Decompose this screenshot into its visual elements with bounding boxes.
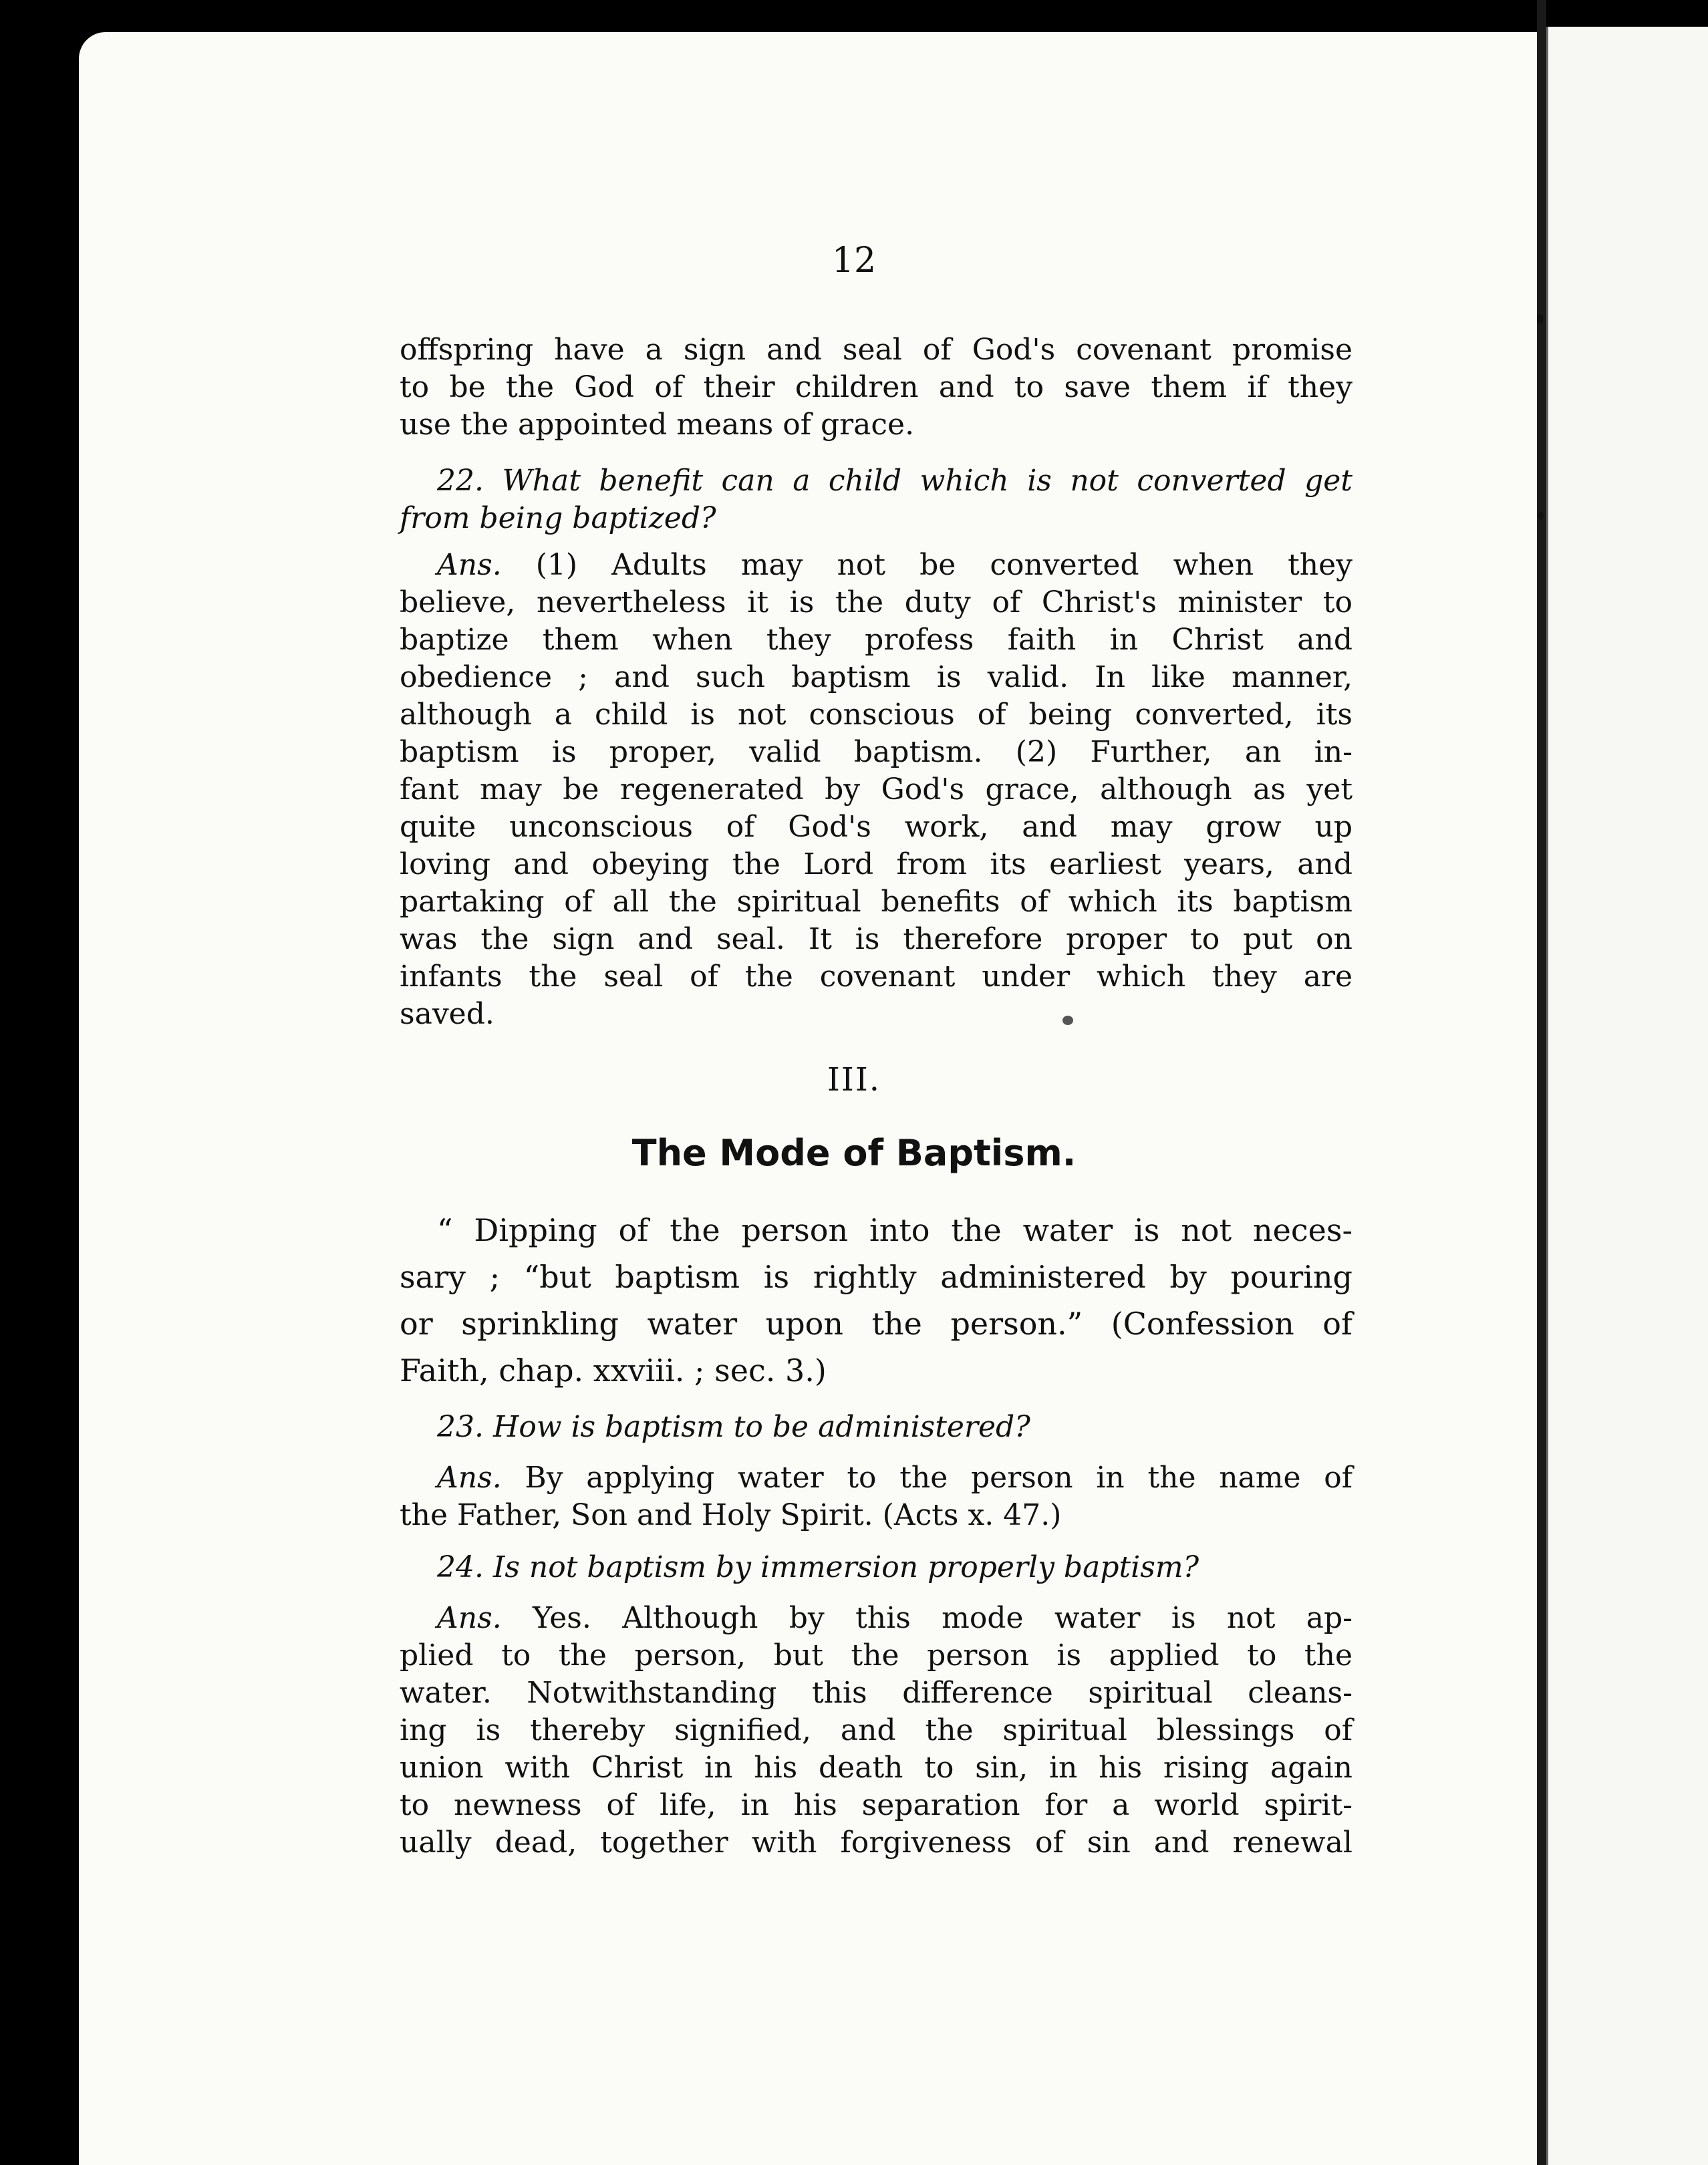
text-line: loving and obeying the Lord from its earliest years, and: [400, 847, 1353, 881]
answer-label: Ans.: [437, 548, 502, 582]
text-line: plied to the person, but the person is applied to the: [400, 1638, 1353, 1673]
answer-first-line: [400, 1600, 1353, 1637]
text-line: to be the God of their children and to save them if they: [400, 370, 1353, 404]
text-line: use the appointed means of grace.: [400, 408, 915, 442]
text-line: was the sign and seal. It is therefore proper to put on: [400, 922, 1353, 956]
text-line: ing is thereby signified, and the spiritual blessings of: [400, 1713, 1353, 1747]
answer-text: By applying water to the person in the name of: [501, 1461, 1353, 1495]
answer-24: [400, 1600, 1353, 1862]
text-line: fant may be regenerated by God's grace, although as yet: [400, 772, 1353, 807]
text-line: quite unconscious of God's work, and may grow up: [400, 810, 1353, 844]
text-line: union with Christ in his death to sin, in his rising again: [400, 1751, 1353, 1785]
answer-text: (1) Adults may not be converted when they: [501, 548, 1353, 582]
question-22: [400, 462, 1353, 537]
question-line: 23. How is baptism to be administered?: [437, 1410, 1030, 1444]
text-line: offspring have a sign and seal of God's covenant promise: [400, 333, 1353, 367]
text-line: obedience ; and such baptism is valid. In like manner,: [400, 660, 1353, 694]
answer-23: [400, 1459, 1353, 1534]
text-line: although a child is not conscious of being converted, its: [400, 698, 1353, 732]
confession-quote: [400, 1207, 1353, 1394]
text-line: baptism is proper, valid baptism. (2) Further, an in-: [400, 735, 1353, 769]
question-line: 22. What benefit can a child which is not converted get: [437, 464, 1353, 498]
question-23: [400, 1409, 1353, 1446]
continuation-paragraph: [400, 331, 1353, 444]
answer-label: Ans.: [437, 1601, 502, 1635]
answer-first-line: [400, 547, 1353, 584]
section-numeral: III.: [827, 1061, 881, 1099]
text-line: saved.: [400, 997, 494, 1031]
text-line: water. Notwithstanding this difference spiritual cleans-: [400, 1676, 1353, 1710]
question-line: 24. Is not baptism by immersion properly baptism?: [437, 1550, 1199, 1584]
question-line: from being baptized?: [400, 501, 716, 535]
text-line: “ Dipping of the person into the water is not neces-: [437, 1212, 1353, 1248]
scan-speck: [1537, 314, 1544, 323]
text-line: ually dead, together with forgiveness of sin and renewal: [400, 1826, 1353, 1860]
scan-speck: [1538, 512, 1544, 520]
answer-first-line: [400, 1459, 1353, 1497]
text-line: partaking of all the spiritual benefits of which its baptism: [400, 885, 1353, 919]
text-line: infants the seal of the covenant under which they are: [400, 960, 1353, 994]
answer-text: Yes. Although by this mode water is not ap-: [501, 1601, 1353, 1635]
section-title: The Mode of Baptism.: [631, 1132, 1077, 1174]
text-line: baptize them when they profess faith in Christ and: [400, 623, 1353, 657]
text-line: believe, nevertheless it is the duty of Christ's minister to: [400, 585, 1353, 619]
text-line: sary ; “but baptism is rightly administered by pouring: [400, 1259, 1353, 1295]
answer-22: [400, 547, 1353, 1033]
text-line: or sprinkling water upon the person.” (Confession of: [400, 1306, 1353, 1342]
answer-label: Ans.: [437, 1461, 502, 1495]
text-line: Faith, chap. xxviii. ; sec. 3.): [400, 1352, 827, 1389]
text-line: to newness of life, in his separation for a world spirit-: [400, 1788, 1353, 1822]
text-line: the Father, Son and Holy Spirit. (Acts x. 47.): [400, 1498, 1062, 1532]
page-number: 12: [831, 241, 877, 281]
question-24: [400, 1549, 1353, 1586]
